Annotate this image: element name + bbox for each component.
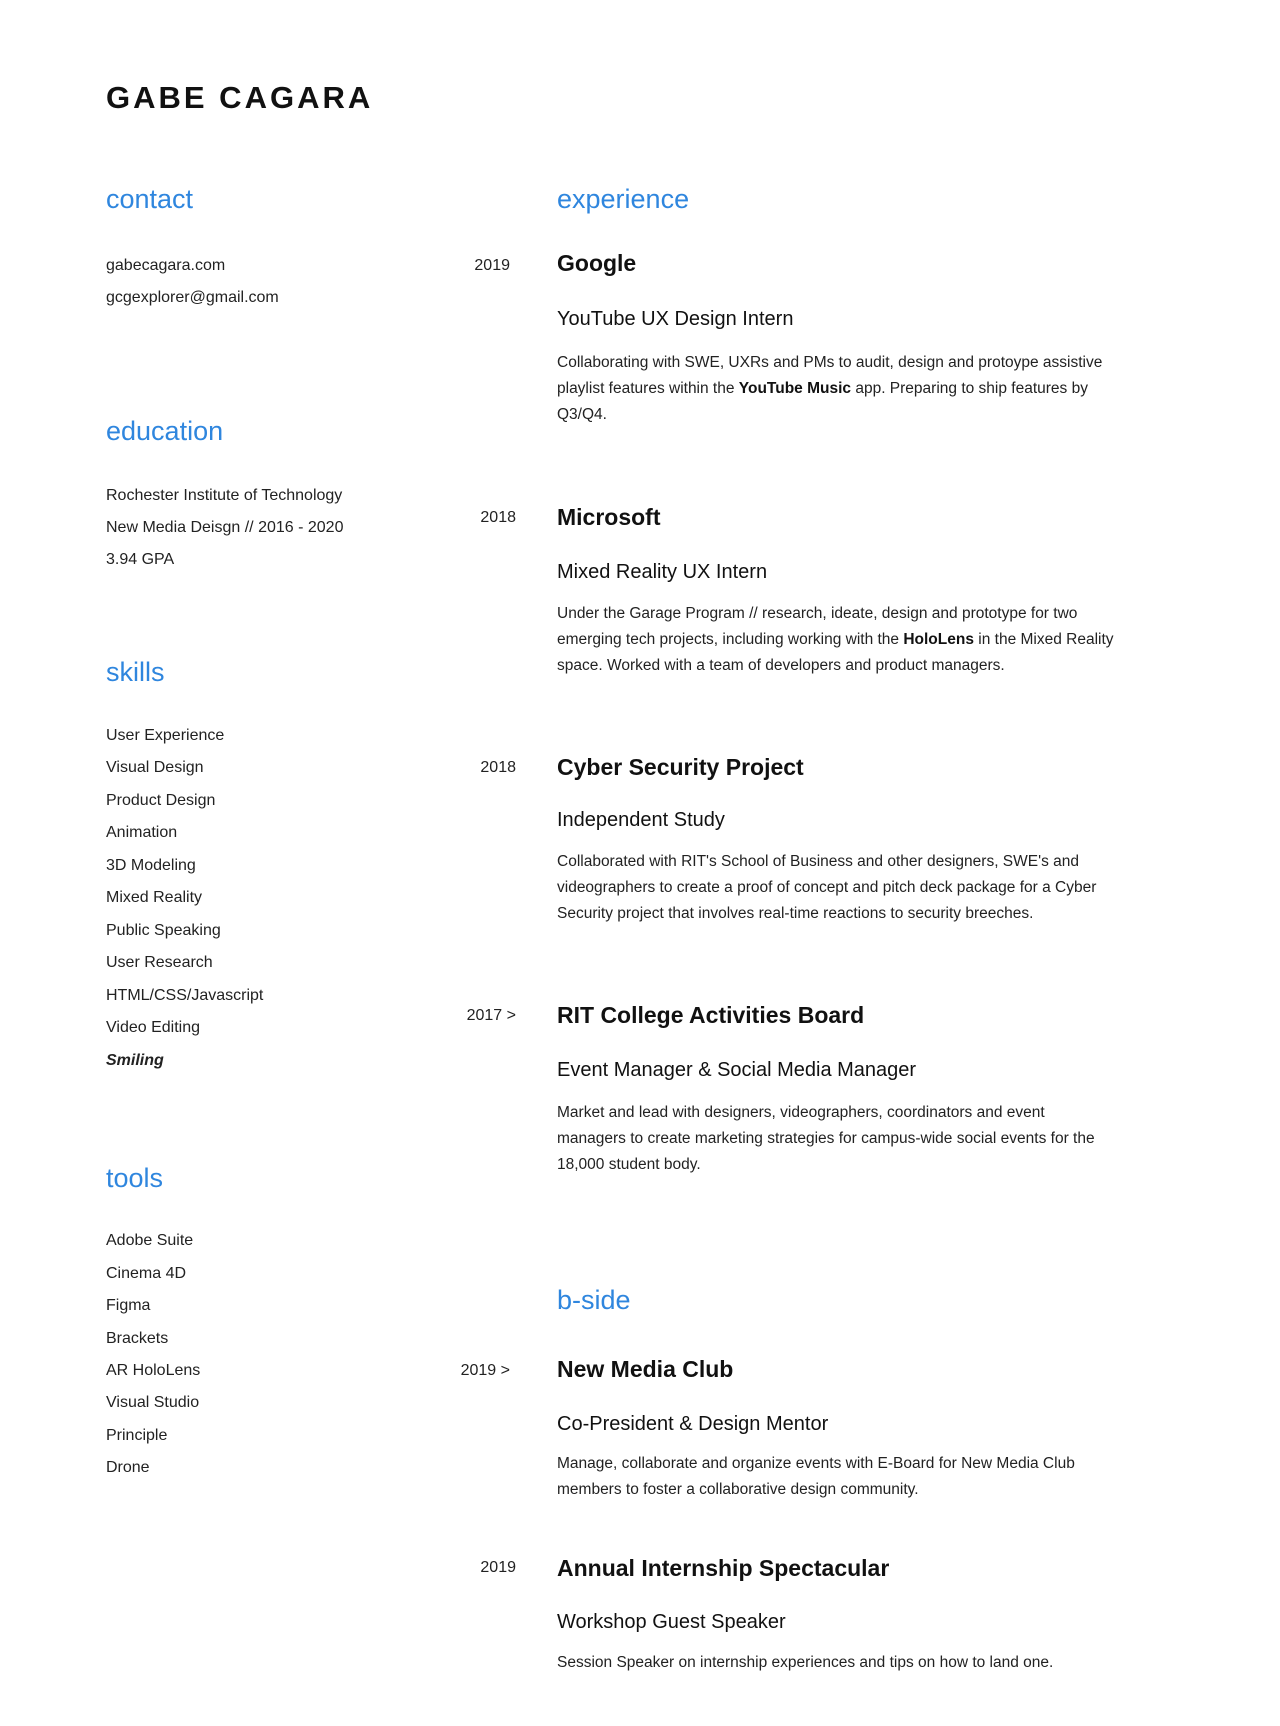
bside-role: Workshop Guest Speaker — [557, 1611, 786, 1633]
experience-description: Collaborated with RIT's School of Business and other designers, SWE's and videographers to create a proof of concept and pitch deck package for a Cyber Security project that involves real-time reactions to security breeches. — [557, 853, 1097, 922]
resume-name: GABE CAGARA — [106, 80, 374, 115]
bside-year: 2019 > — [460, 1362, 510, 1379]
bside-title: Annual Internship Spectacular — [557, 1555, 890, 1581]
experience-year: 2017 > — [466, 1007, 516, 1024]
bside-heading: b-side — [557, 1285, 631, 1315]
experience-year: 2018 — [480, 759, 516, 776]
skill-item: User Research — [106, 954, 213, 971]
tools-heading: tools — [106, 1163, 164, 1193]
experience-company: Microsoft — [557, 504, 661, 530]
bside-title: New Media Club — [557, 1356, 734, 1382]
tool-item: Brackets — [106, 1330, 169, 1347]
skill-item: Animation — [106, 824, 178, 841]
experience-year: 2019 — [474, 257, 510, 274]
contact-email[interactable]: gcgexplorer@gmail.com — [106, 289, 279, 306]
skill-item: 3D Modeling — [106, 857, 196, 874]
highlight-product: HoloLens — [903, 631, 974, 648]
experience-role: YouTube UX Design Intern — [557, 308, 794, 330]
contact-website[interactable]: gabecagara.com — [106, 257, 226, 274]
tool-item: Visual Studio — [106, 1394, 200, 1411]
education-gpa: 3.94 GPA — [106, 551, 175, 568]
experience-description: Under the Garage Program // research, ideate, design and prototype for two emerging tech projects, including working with the HoloLens in the Mixed Reality space. Worked with a team of developers and product managers. — [557, 605, 1114, 674]
bside-description: Manage, collaborate and organize events with E-Board for New Media Club members to foster a collaborative design community. — [557, 1455, 1075, 1498]
experience-role: Independent Study — [557, 809, 725, 831]
tool-item: Principle — [106, 1427, 168, 1444]
bside-description: Session Speaker on internship experiences and tips on how to land one. — [557, 1654, 1054, 1671]
skill-item: User Experience — [106, 727, 225, 744]
skill-item: HTML/CSS/Javascript — [106, 987, 264, 1004]
experience-company: Google — [557, 250, 637, 276]
experience-role: Event Manager & Social Media Manager — [557, 1059, 917, 1081]
education-heading: education — [106, 416, 224, 446]
education-program: New Media Deisgn // 2016 - 2020 — [106, 519, 344, 536]
experience-company: RIT College Activities Board — [557, 1002, 865, 1028]
tool-item: AR HoloLens — [106, 1362, 201, 1379]
experience-year: 2018 — [480, 509, 516, 526]
skill-item: Product Design — [106, 792, 216, 809]
experience-role: Mixed Reality UX Intern — [557, 561, 768, 583]
experience-description: Collaborating with SWE, UXRs and PMs to audit, design and protoype assistive playlist features within the YouTube Music app. Preparing to ship features by Q3/Q4. — [557, 354, 1103, 423]
highlight-product: YouTube Music — [738, 380, 852, 397]
skill-item: Visual Design — [106, 759, 204, 776]
tool-item: Figma — [106, 1297, 151, 1314]
tool-item: Adobe Suite — [106, 1232, 194, 1249]
skill-item: Smiling — [106, 1052, 164, 1069]
skill-item: Public Speaking — [106, 922, 221, 939]
tool-item: Cinema 4D — [106, 1265, 187, 1282]
bside-role: Co-President & Design Mentor — [557, 1413, 829, 1435]
bside-year: 2019 — [480, 1559, 516, 1576]
skills-heading: skills — [106, 657, 165, 687]
tool-item: Drone — [106, 1459, 150, 1476]
experience-description: Market and lead with designers, videographers, coordinators and event managers to create marketing strategies for campus-wide social events for the 18,000 student body. — [557, 1104, 1095, 1173]
experience-heading: experience — [557, 184, 690, 214]
skill-item: Video Editing — [106, 1019, 200, 1036]
skill-item: Mixed Reality — [106, 889, 203, 906]
education-school: Rochester Institute of Technology — [106, 487, 343, 504]
contact-heading: contact — [106, 184, 194, 214]
experience-company: Cyber Security Project — [557, 754, 804, 780]
